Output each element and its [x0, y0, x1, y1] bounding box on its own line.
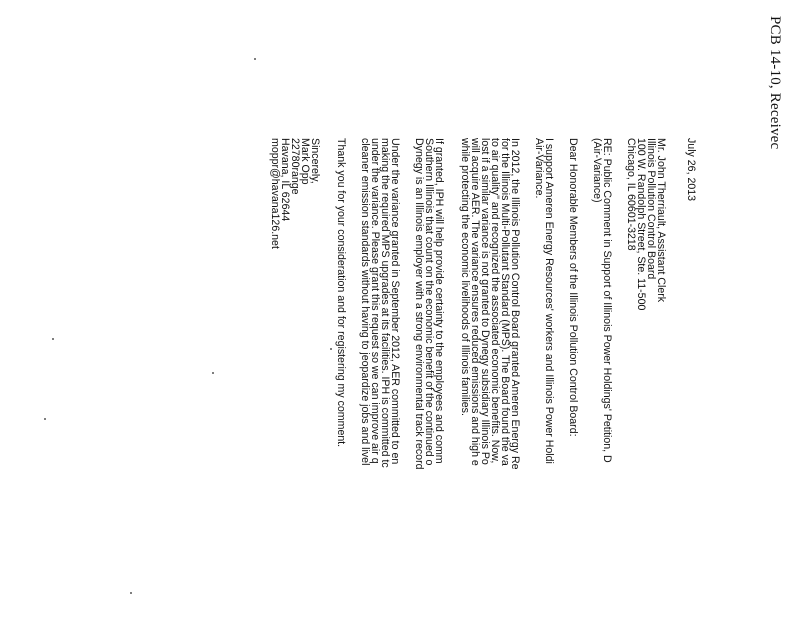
subject-line: RE: Public Comment in Support of Illinois Power Holdings' Petition, D — [601, 138, 613, 463]
scan-speck — [44, 418, 46, 420]
paragraph-line: In 2012, the Illinois Pollution Control Board granted Ameren Energy Re — [509, 138, 521, 470]
rotated-letter — [170, 16, 790, 618]
paragraph-line: will acquire AER. The variance ensures reduced emissions and high e — [469, 138, 481, 466]
signature-street: 22780range — [289, 138, 301, 195]
paragraph-line: cleaner emission standards without having to jeopardize jobs and livel — [359, 138, 371, 466]
address-line: Mr. John Therriault, Assistant Clerk — [655, 138, 667, 303]
receipt-stamp: PCB 14-10, Receivec — [767, 16, 783, 150]
paragraph-line: while protecting the economic livelihoods of Illinois families. — [459, 138, 471, 416]
scan-speck — [130, 592, 132, 594]
subject-line: (Air-Variance) — [591, 138, 603, 203]
salutation: Dear Honorable Members of the Illinois Pollution Control Board: — [567, 138, 579, 437]
paragraph-line: Southern Illinois that count on the economic benefit of the continued o — [423, 138, 435, 466]
address-line: Illinois Pollution Control Board — [645, 138, 657, 280]
address-line: Chicago, IL 60601-3218 — [625, 138, 637, 251]
signature-name: Mark Opp — [299, 138, 311, 185]
letter-date: July 26, 2013 — [685, 138, 697, 202]
paragraph-line: Dynegy is an Illinois employer with a strong environmental track record — [413, 138, 425, 470]
paragraph-line: If granted, IPH will help provide certainty to the employees and comm — [433, 138, 445, 464]
paragraph-line: I support Ameren Energy Resources' workers and Illinois Power Holdi — [543, 138, 555, 464]
closing-thanks: Thank you for your consideration and for registering my comment. — [335, 138, 347, 448]
paragraph-line: making the required MPS upgrades at its facilities. IPH is committed tc — [379, 138, 391, 468]
paragraph-line: to air quality" and recognized the associated economic benefits. Now, — [489, 138, 501, 464]
scan-speck — [254, 58, 256, 60]
paragraph-line: lost if a similar variance is not granted to Dynegy subsidiary Illinois Po — [479, 138, 491, 465]
paragraph-line: for the Illinois Multi-Pollutant Standard (MPS). The Board found the va — [499, 138, 511, 466]
scan-speck — [52, 338, 54, 340]
signature-email: moppr@havana126.net — [269, 138, 281, 249]
signature-closing: Sincerely, — [309, 138, 321, 184]
paragraph-line: Under the variance granted in September 2012, AER committed to en — [389, 138, 401, 465]
signature-city: Havana, IL 62644 — [279, 138, 291, 222]
address-line: 100 W. Randolph Street, Ste. 11-500 — [635, 138, 647, 311]
paragraph-line: Air-Variance. — [533, 138, 545, 199]
paragraph-line: under the variance. Please grant this request so we can improve air q — [369, 138, 381, 464]
